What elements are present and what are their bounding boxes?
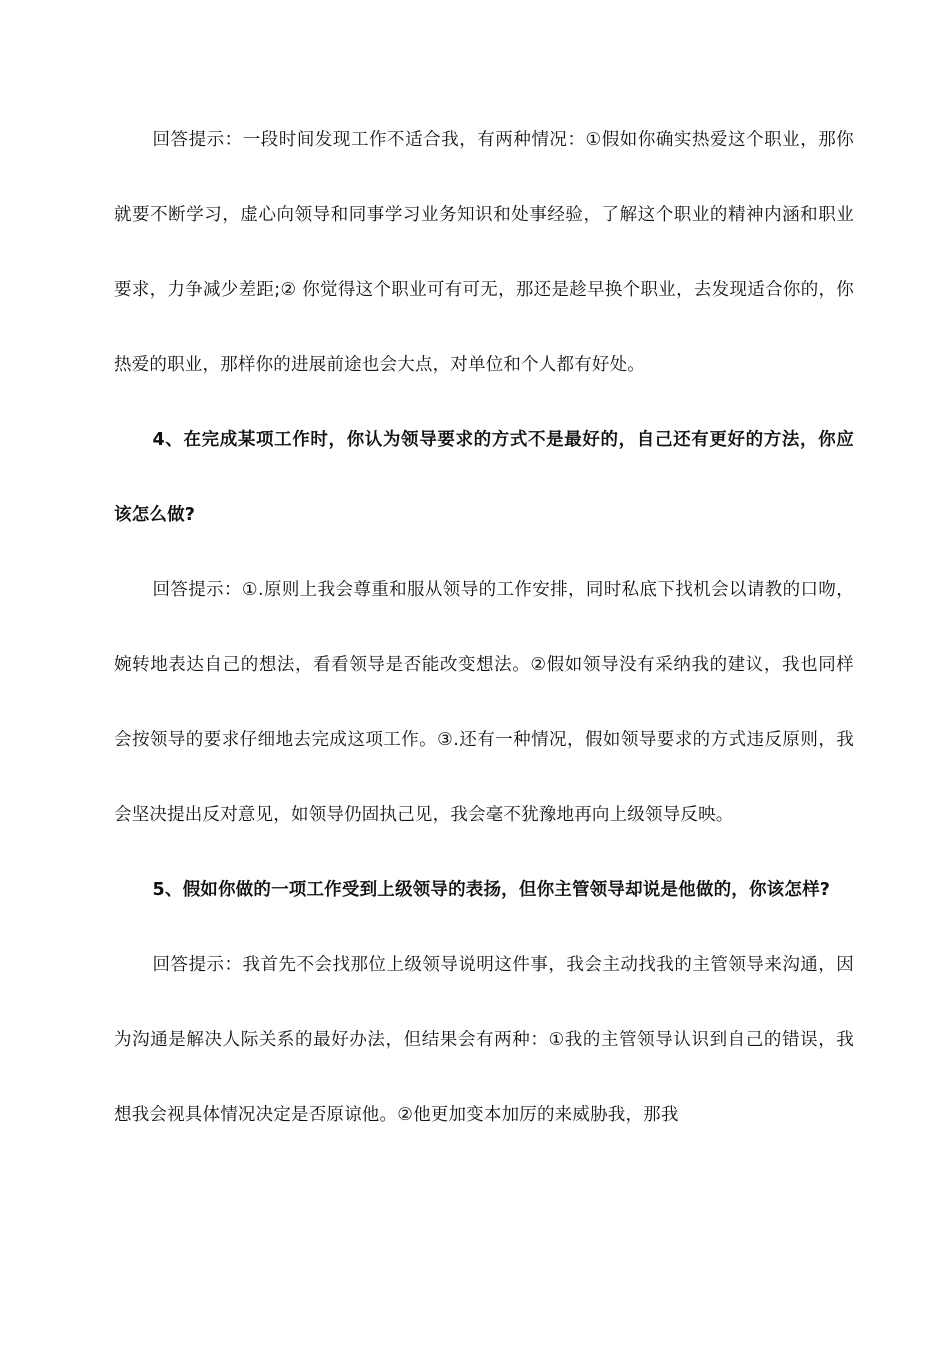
answer-paragraph-1: 回答提示：一段时间发现工作不适合我，有两种情况：①假如你确实热爱这个职业，那你就要不断学习，虚心向领导和同事学习业务知识和处事经验，了解这个职业的精神内涵和职业要求，力争减少差距;② 你觉得这个职业可有可无，那还是趁早换个职业，去发现适合你的，你热爱的职业，那样你的进展前途也会大点，对单位和个人都有好处。 — [114, 130, 854, 375]
question-5-paragraph: 5、假如你做的一项工作受到上级领导的表扬，但你主管领导却说是他做的，你该怎样? — [152, 880, 831, 900]
question-4-paragraph: 4、在完成某项工作时，你认为领导要求的方式不是最好的，自己还有更好的方法，你应该怎么做? — [114, 430, 854, 525]
answer-paragraph-2: 回答提示：①.原则上我会尊重和服从领导的工作安排，同时私底下找机会以请教的口吻，婉转地表达自己的想法，看看领导是否能改变想法。②假如领导没有采纳我的建议，我也同样会按领导的要求仔细地去完成这项工作。③.还有一种情况，假如领导要求的方式违反原则，我会坚决提出反对意见，如领导仍固执己见，我会毫不犹豫地再向上级领导反映。 — [114, 580, 854, 825]
document-body — [114, 103, 854, 1153]
answer-paragraph-3: 回答提示：我首先不会找那位上级领导说明这件事，我会主动找我的主管领导来沟通，因为沟通是解决人际关系的最好办法，但结果会有两种：①我的主管领导认识到自己的错误，我想我会视具体情况决定是否原谅他。②他更加变本加厉的来威胁我，那我 — [114, 955, 854, 1125]
